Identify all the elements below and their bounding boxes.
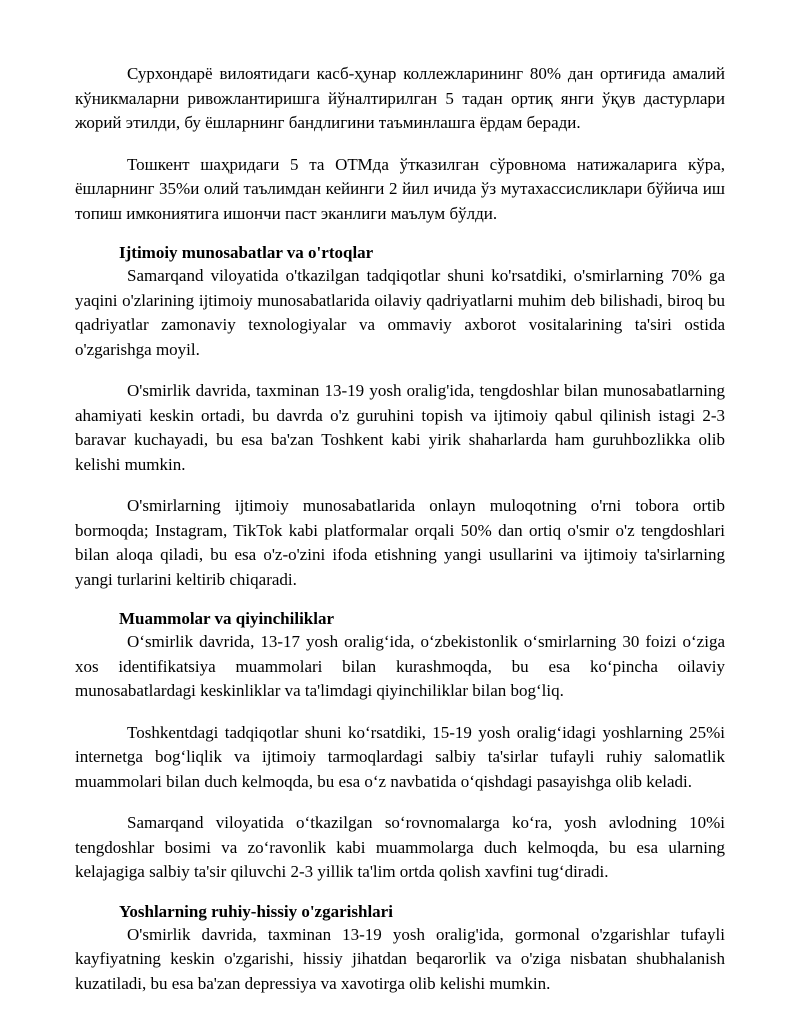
- paragraph-online-communication: O'smirlarning ijtimoiy munosabatlarida onlayn muloqotning o'rni tobora ortib bormoqda; Instagram, TikTok kabi platformalar orqali 50% dan ortiq o'smir o'z tengdoshlari bilan aloqa qiladi, bu esa o'z-o'zini ifoda etishning yangi usullarini va ijtimoiy ta'sirlarning yangi turlarini keltirib chiqaradi.: [75, 496, 725, 589]
- paragraph-surxondaryo-colleges: Сурхондарё вилоятидаги касб-ҳунар коллежларининг 80% дан ортиғида амалий кўникмаларни ривожлантиришга йўналтирилган 5 тадан ортиқ янги ўқув дастурлари жорий этилди, бу ёшларнинг бандлигини таъминлашга ёрдам беради.: [75, 64, 725, 132]
- section-heading-emotional-changes: Yoshlarning ruhiy-hissiy o'zgarishlari: [119, 901, 393, 921]
- paragraph-hormonal-changes: O'smirlik davrida, taxminan 13-19 yosh oralig'ida, gormonal o'zgarishlar tufayli kayfiyatning keskin o'zgarishi, hissiy jihatdan beqarorlik va o'ziga nisbatan shubhalanish kuzatiladi, bu esa ba'zan depressiya va xavotirga olib kelishi mumkin.: [75, 924, 725, 993]
- paragraph-tashkent-survey: Тошкент шаҳридаги 5 та ОТМда ўтказилган сўровнома натижаларига кўра, ёшларнинг 35%и олий таълимдан кейинги 2 йил ичида ўз мутахассисликлари бўйича иш топиш имкониятига ишончи паст эканлиги маълум бўлди.: [75, 154, 725, 223]
- paragraph-internet-dependence: Toshkentdagi tadqiqotlar shuni ko‘rsatdiki, 15-19 yosh oralig‘idagi yoshlarning 25%i internetga bog‘liqlik va ijtimoiy tarmoqlardagi salbiy ta'sirlar tufayli ruhiy salomatlik muammolari bilan duch kelmoqda, bu esa o‘z navbatida o‘qishdagi pasayishga olib keladi.: [75, 722, 725, 791]
- paragraph-peer-relations: O'smirlik davrida, taxminan 13-19 yosh oralig'ida, tengdoshlar bilan munosabatlarning ahamiyati keskin ortadi, bu davrda o'z guruhini topish va ijtimoiy qabul qilinish istagi 2-3 baravar kuchayadi, bu esa ba'zan Toshkent kabi yirik shaharlarda ham guruhbozlikka olib kelishi mumkin.: [75, 381, 725, 474]
- document-page: [75, 62, 725, 996]
- section-heading-problems: Muammolar va qiyinchiliklar: [119, 609, 335, 628]
- section-heading-social-relations: Ijtimoiy munosabatlar va o'rtoqlar: [119, 243, 374, 262]
- paragraph-identity-problems: O‘smirlik davrida, 13-17 yosh oralig‘ida, o‘zbekistonlik o‘smirlarning 30 foizi o‘ziga xos identifikatsiya muammolari bilan kurashmoqda, bu esa ko‘pincha oilaviy munosabatlardagi keskinliklar va ta'limdagi qiyinchiliklar bilan bog‘liq.: [75, 632, 725, 700]
- paragraph-peer-pressure: Samarqand viloyatida o‘tkazilgan so‘rovnomalarga ko‘ra, yosh avlodning 10%i tengdoshlar bosimi va zo‘ravonlik kabi muammolarga duch kelmoqda, bu esa ularning kelajagiga salbiy ta'sir qiluvchi 2-3 yillik ta'lim ortda qolish xavfini tug‘diradi.: [75, 813, 725, 881]
- paragraph-samarkand-family-values: Samarqand viloyatida o'tkazilgan tadqiqotlar shuni ko'rsatdiki, o'smirlarning 70% ga yaqini o'zlarining ijtimoiy munosabatlarida oilaviy qadriyatlarni muhim deb bilishadi, biroq bu qadriyatlar zamonaviy texnologiyalar va ommaviy axborot vositalarining ta'siri ostida o'zgarishga moyil.: [75, 266, 725, 359]
